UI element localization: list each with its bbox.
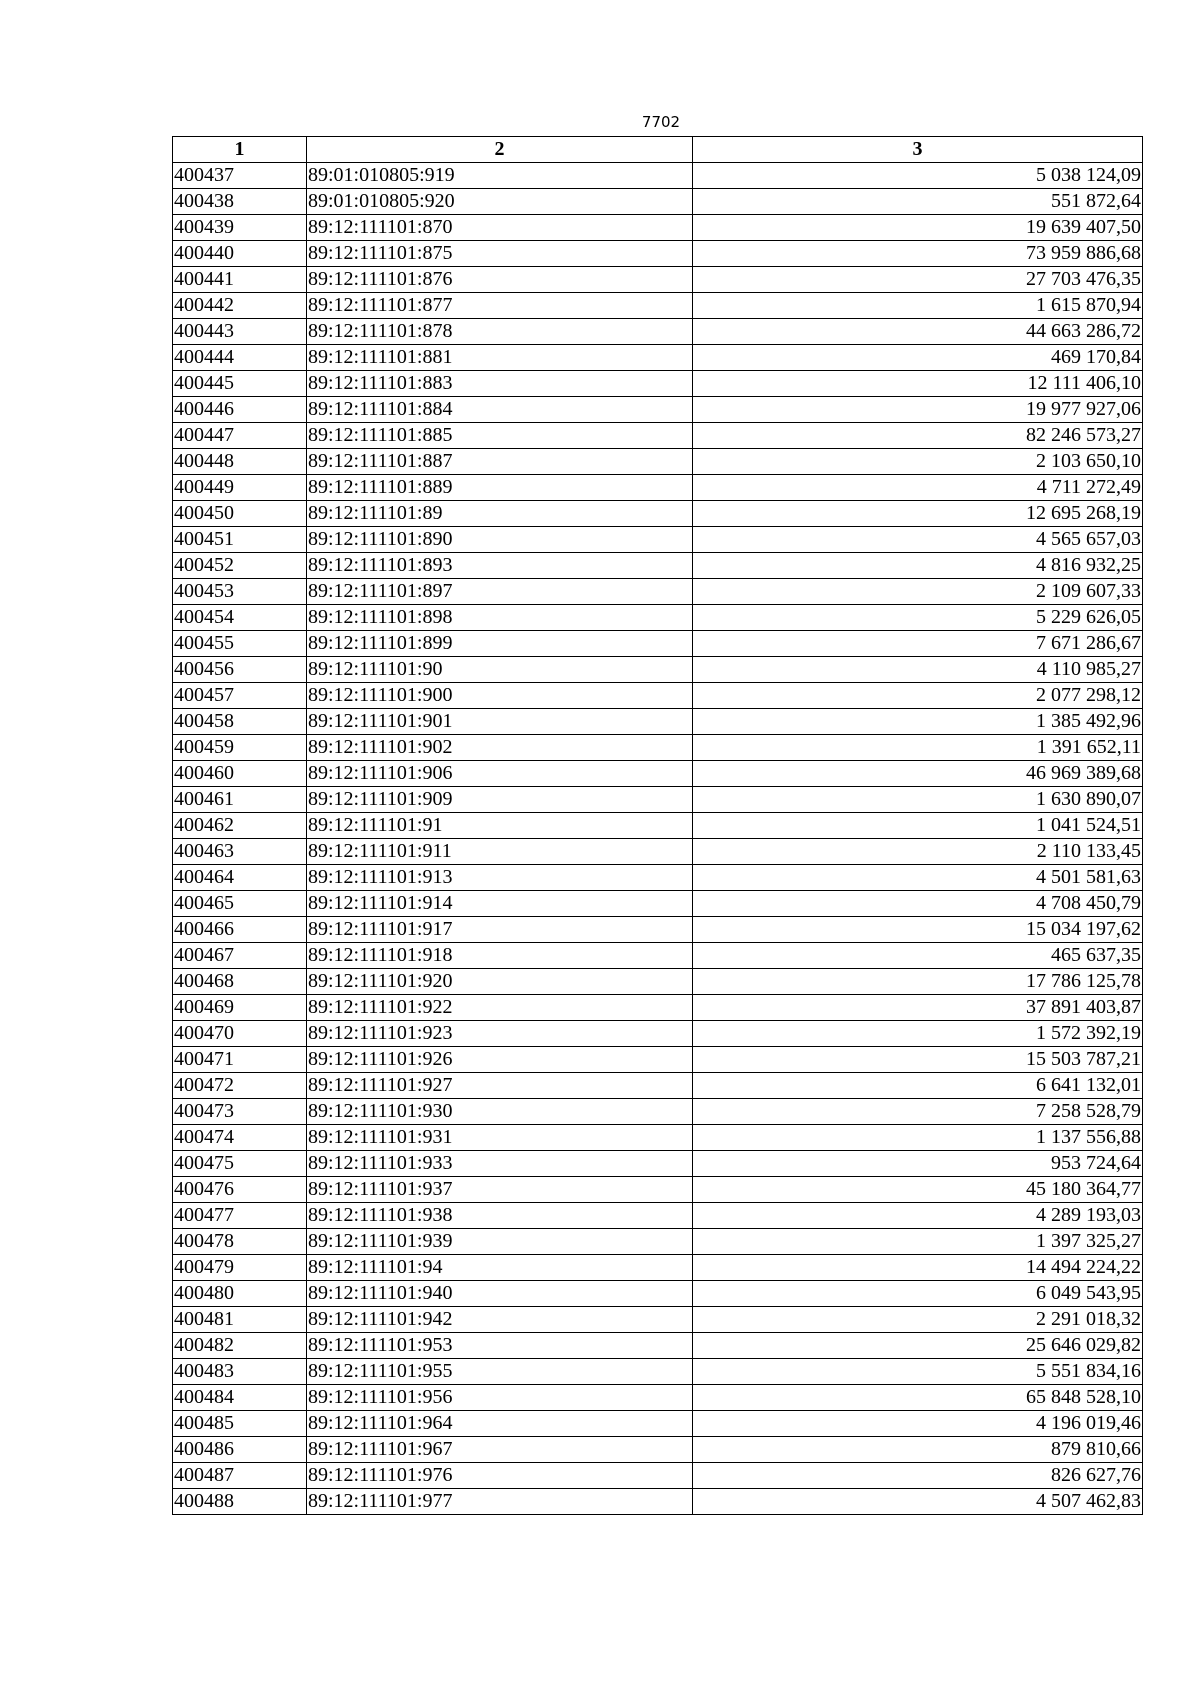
cadastral-number-cell: 89:12:111101:897: [307, 579, 693, 605]
value-cell: 1 572 392,19: [693, 1021, 1143, 1047]
row-id-cell: 400472: [173, 1073, 307, 1099]
cadastral-number-cell: 89:12:111101:89: [307, 501, 693, 527]
cadastral-number-cell: 89:12:111101:893: [307, 553, 693, 579]
row-id-cell: 400447: [173, 423, 307, 449]
value-cell: 4 711 272,49: [693, 475, 1143, 501]
row-id-cell: 400480: [173, 1281, 307, 1307]
cadastral-number-cell: 89:12:111101:976: [307, 1463, 693, 1489]
value-cell: 1 137 556,88: [693, 1125, 1143, 1151]
value-cell: 37 891 403,87: [693, 995, 1143, 1021]
table-row: [173, 1047, 1143, 1073]
row-id-cell: 400463: [173, 839, 307, 865]
page-number: 7702: [641, 113, 681, 131]
table-row: [173, 1099, 1143, 1125]
table-row: [173, 917, 1143, 943]
value-cell: 4 507 462,83: [693, 1489, 1143, 1515]
table-row: [173, 1333, 1143, 1359]
table-row: [173, 1229, 1143, 1255]
column-header-1: 1: [173, 137, 307, 163]
value-cell: 44 663 286,72: [693, 319, 1143, 345]
table-row: [173, 553, 1143, 579]
cadastral-number-cell: 89:12:111101:870: [307, 215, 693, 241]
row-id-cell: 400453: [173, 579, 307, 605]
value-cell: 45 180 364,77: [693, 1177, 1143, 1203]
value-cell: 82 246 573,27: [693, 423, 1143, 449]
row-id-cell: 400449: [173, 475, 307, 501]
value-cell: 15 034 197,62: [693, 917, 1143, 943]
table-row: [173, 579, 1143, 605]
table-row: [173, 189, 1143, 215]
value-cell: 7 671 286,67: [693, 631, 1143, 657]
cadastral-number-cell: 89:12:111101:877: [307, 293, 693, 319]
cadastral-number-cell: 89:12:111101:933: [307, 1151, 693, 1177]
value-cell: 1 041 524,51: [693, 813, 1143, 839]
cadastral-number-cell: 89:12:111101:931: [307, 1125, 693, 1151]
cadastral-number-cell: 89:12:111101:917: [307, 917, 693, 943]
table-row: [173, 1255, 1143, 1281]
table-row: [173, 735, 1143, 761]
row-id-cell: 400485: [173, 1411, 307, 1437]
row-id-cell: 400446: [173, 397, 307, 423]
table-row: [173, 215, 1143, 241]
table-row: [173, 1203, 1143, 1229]
row-id-cell: 400483: [173, 1359, 307, 1385]
row-id-cell: 400474: [173, 1125, 307, 1151]
row-id-cell: 400465: [173, 891, 307, 917]
row-id-cell: 400467: [173, 943, 307, 969]
value-cell: 5 229 626,05: [693, 605, 1143, 631]
cadastral-number-cell: 89:01:010805:919: [307, 163, 693, 189]
table-row: [173, 787, 1143, 813]
table-row: [173, 657, 1143, 683]
value-cell: 73 959 886,68: [693, 241, 1143, 267]
table-row: [173, 969, 1143, 995]
cadastral-number-cell: 89:12:111101:906: [307, 761, 693, 787]
cadastral-number-cell: 89:12:111101:889: [307, 475, 693, 501]
row-id-cell: 400454: [173, 605, 307, 631]
row-id-cell: 400484: [173, 1385, 307, 1411]
row-id-cell: 400478: [173, 1229, 307, 1255]
cadastral-number-cell: 89:12:111101:923: [307, 1021, 693, 1047]
cadastral-number-cell: 89:12:111101:942: [307, 1307, 693, 1333]
table-row: [173, 1021, 1143, 1047]
table-row: [173, 501, 1143, 527]
cadastral-number-cell: 89:12:111101:920: [307, 969, 693, 995]
cadastral-number-cell: 89:12:111101:926: [307, 1047, 693, 1073]
cadastral-number-cell: 89:12:111101:901: [307, 709, 693, 735]
table-row: [173, 943, 1143, 969]
table-row: [173, 1411, 1143, 1437]
value-cell: 15 503 787,21: [693, 1047, 1143, 1073]
table-row: [173, 1151, 1143, 1177]
cadastral-number-cell: 89:12:111101:90: [307, 657, 693, 683]
value-cell: 551 872,64: [693, 189, 1143, 215]
table-row: [173, 1463, 1143, 1489]
row-id-cell: 400450: [173, 501, 307, 527]
row-id-cell: 400479: [173, 1255, 307, 1281]
row-id-cell: 400468: [173, 969, 307, 995]
row-id-cell: 400443: [173, 319, 307, 345]
row-id-cell: 400475: [173, 1151, 307, 1177]
column-header-2: 2: [307, 137, 693, 163]
row-id-cell: 400444: [173, 345, 307, 371]
value-cell: 2 103 650,10: [693, 449, 1143, 475]
cadastral-number-cell: 89:12:111101:898: [307, 605, 693, 631]
row-id-cell: 400439: [173, 215, 307, 241]
table-row: [173, 995, 1143, 1021]
table-row: [173, 397, 1143, 423]
value-cell: 2 109 607,33: [693, 579, 1143, 605]
row-id-cell: 400460: [173, 761, 307, 787]
table-row: [173, 319, 1143, 345]
value-cell: 46 969 389,68: [693, 761, 1143, 787]
row-id-cell: 400441: [173, 267, 307, 293]
value-cell: 465 637,35: [693, 943, 1143, 969]
table-row: [173, 761, 1143, 787]
table-row: [173, 345, 1143, 371]
row-id-cell: 400482: [173, 1333, 307, 1359]
cadastral-number-cell: 89:12:111101:884: [307, 397, 693, 423]
value-cell: 4 816 932,25: [693, 553, 1143, 579]
value-cell: 6 641 132,01: [693, 1073, 1143, 1099]
cadastral-number-cell: 89:12:111101:913: [307, 865, 693, 891]
cadastral-number-cell: 89:12:111101:876: [307, 267, 693, 293]
table-row: [173, 1073, 1143, 1099]
table-row: [173, 813, 1143, 839]
column-header-3: 3: [693, 137, 1143, 163]
cadastral-number-cell: 89:12:111101:878: [307, 319, 693, 345]
row-id-cell: 400445: [173, 371, 307, 397]
value-cell: 953 724,64: [693, 1151, 1143, 1177]
table-row: [173, 293, 1143, 319]
table-row: [173, 449, 1143, 475]
data-table: [172, 136, 1143, 1515]
table-row: [173, 1359, 1143, 1385]
cadastral-number-cell: 89:12:111101:953: [307, 1333, 693, 1359]
table-row: [173, 631, 1143, 657]
cadastral-number-cell: 89:12:111101:964: [307, 1411, 693, 1437]
table-row: [173, 527, 1143, 553]
table-row: [173, 709, 1143, 735]
cadastral-number-cell: 89:12:111101:899: [307, 631, 693, 657]
cadastral-number-cell: 89:01:010805:920: [307, 189, 693, 215]
cadastral-number-cell: 89:12:111101:94: [307, 1255, 693, 1281]
row-id-cell: 400451: [173, 527, 307, 553]
value-cell: 2 077 298,12: [693, 683, 1143, 709]
table-row: [173, 1307, 1143, 1333]
cadastral-number-cell: 89:12:111101:91: [307, 813, 693, 839]
value-cell: 2 110 133,45: [693, 839, 1143, 865]
table-row: [173, 1437, 1143, 1463]
row-id-cell: 400440: [173, 241, 307, 267]
table-row: [173, 475, 1143, 501]
cadastral-number-cell: 89:12:111101:956: [307, 1385, 693, 1411]
row-id-cell: 400455: [173, 631, 307, 657]
row-id-cell: 400437: [173, 163, 307, 189]
table-row: [173, 1281, 1143, 1307]
table-row: [173, 865, 1143, 891]
row-id-cell: 400488: [173, 1489, 307, 1515]
row-id-cell: 400461: [173, 787, 307, 813]
table-row: [173, 267, 1143, 293]
value-cell: 879 810,66: [693, 1437, 1143, 1463]
row-id-cell: 400469: [173, 995, 307, 1021]
value-cell: 1 630 890,07: [693, 787, 1143, 813]
table-row: [173, 163, 1143, 189]
table-body: [173, 163, 1143, 1515]
value-cell: 19 977 927,06: [693, 397, 1143, 423]
row-id-cell: 400481: [173, 1307, 307, 1333]
cadastral-number-cell: 89:12:111101:909: [307, 787, 693, 813]
value-cell: 1 615 870,94: [693, 293, 1143, 319]
row-id-cell: 400462: [173, 813, 307, 839]
value-cell: 1 385 492,96: [693, 709, 1143, 735]
row-id-cell: 400464: [173, 865, 307, 891]
cadastral-number-cell: 89:12:111101:875: [307, 241, 693, 267]
cadastral-number-cell: 89:12:111101:914: [307, 891, 693, 917]
value-cell: 6 049 543,95: [693, 1281, 1143, 1307]
cadastral-number-cell: 89:12:111101:902: [307, 735, 693, 761]
cadastral-number-cell: 89:12:111101:900: [307, 683, 693, 709]
value-cell: 5 551 834,16: [693, 1359, 1143, 1385]
value-cell: 2 291 018,32: [693, 1307, 1143, 1333]
cadastral-number-cell: 89:12:111101:939: [307, 1229, 693, 1255]
row-id-cell: 400471: [173, 1047, 307, 1073]
cadastral-number-cell: 89:12:111101:922: [307, 995, 693, 1021]
table-row: [173, 1177, 1143, 1203]
table-row: [173, 605, 1143, 631]
value-cell: 469 170,84: [693, 345, 1143, 371]
table-row: [173, 423, 1143, 449]
value-cell: 5 038 124,09: [693, 163, 1143, 189]
table-row: [173, 1125, 1143, 1151]
value-cell: 65 848 528,10: [693, 1385, 1143, 1411]
table-row: [173, 891, 1143, 917]
cadastral-number-cell: 89:12:111101:937: [307, 1177, 693, 1203]
row-id-cell: 400458: [173, 709, 307, 735]
value-cell: 4 196 019,46: [693, 1411, 1143, 1437]
cadastral-number-cell: 89:12:111101:927: [307, 1073, 693, 1099]
value-cell: 14 494 224,22: [693, 1255, 1143, 1281]
row-id-cell: 400473: [173, 1099, 307, 1125]
table-row: [173, 1385, 1143, 1411]
cadastral-number-cell: 89:12:111101:930: [307, 1099, 693, 1125]
cadastral-number-cell: 89:12:111101:967: [307, 1437, 693, 1463]
table-row: [173, 683, 1143, 709]
cadastral-number-cell: 89:12:111101:885: [307, 423, 693, 449]
row-id-cell: 400477: [173, 1203, 307, 1229]
cadastral-number-cell: 89:12:111101:940: [307, 1281, 693, 1307]
table-row: [173, 241, 1143, 267]
cadastral-number-cell: 89:12:111101:977: [307, 1489, 693, 1515]
value-cell: 25 646 029,82: [693, 1333, 1143, 1359]
row-id-cell: 400442: [173, 293, 307, 319]
value-cell: 1 397 325,27: [693, 1229, 1143, 1255]
value-cell: 1 391 652,11: [693, 735, 1143, 761]
cadastral-number-cell: 89:12:111101:890: [307, 527, 693, 553]
cadastral-number-cell: 89:12:111101:955: [307, 1359, 693, 1385]
row-id-cell: 400438: [173, 189, 307, 215]
row-id-cell: 400476: [173, 1177, 307, 1203]
value-cell: 4 708 450,79: [693, 891, 1143, 917]
value-cell: 4 501 581,63: [693, 865, 1143, 891]
row-id-cell: 400487: [173, 1463, 307, 1489]
value-cell: 19 639 407,50: [693, 215, 1143, 241]
row-id-cell: 400459: [173, 735, 307, 761]
cadastral-number-cell: 89:12:111101:918: [307, 943, 693, 969]
table-row: [173, 839, 1143, 865]
table-row: [173, 1489, 1143, 1515]
row-id-cell: 400486: [173, 1437, 307, 1463]
cadastral-number-cell: 89:12:111101:911: [307, 839, 693, 865]
value-cell: 7 258 528,79: [693, 1099, 1143, 1125]
value-cell: 27 703 476,35: [693, 267, 1143, 293]
value-cell: 4 289 193,03: [693, 1203, 1143, 1229]
cadastral-number-cell: 89:12:111101:938: [307, 1203, 693, 1229]
value-cell: 826 627,76: [693, 1463, 1143, 1489]
table-header-row: [173, 137, 1143, 163]
cadastral-number-cell: 89:12:111101:887: [307, 449, 693, 475]
row-id-cell: 400456: [173, 657, 307, 683]
cadastral-number-cell: 89:12:111101:881: [307, 345, 693, 371]
row-id-cell: 400466: [173, 917, 307, 943]
row-id-cell: 400448: [173, 449, 307, 475]
value-cell: 4 110 985,27: [693, 657, 1143, 683]
row-id-cell: 400452: [173, 553, 307, 579]
row-id-cell: 400457: [173, 683, 307, 709]
table-row: [173, 371, 1143, 397]
value-cell: 12 695 268,19: [693, 501, 1143, 527]
row-id-cell: 400470: [173, 1021, 307, 1047]
cadastral-number-cell: 89:12:111101:883: [307, 371, 693, 397]
value-cell: 4 565 657,03: [693, 527, 1143, 553]
value-cell: 12 111 406,10: [693, 371, 1143, 397]
value-cell: 17 786 125,78: [693, 969, 1143, 995]
